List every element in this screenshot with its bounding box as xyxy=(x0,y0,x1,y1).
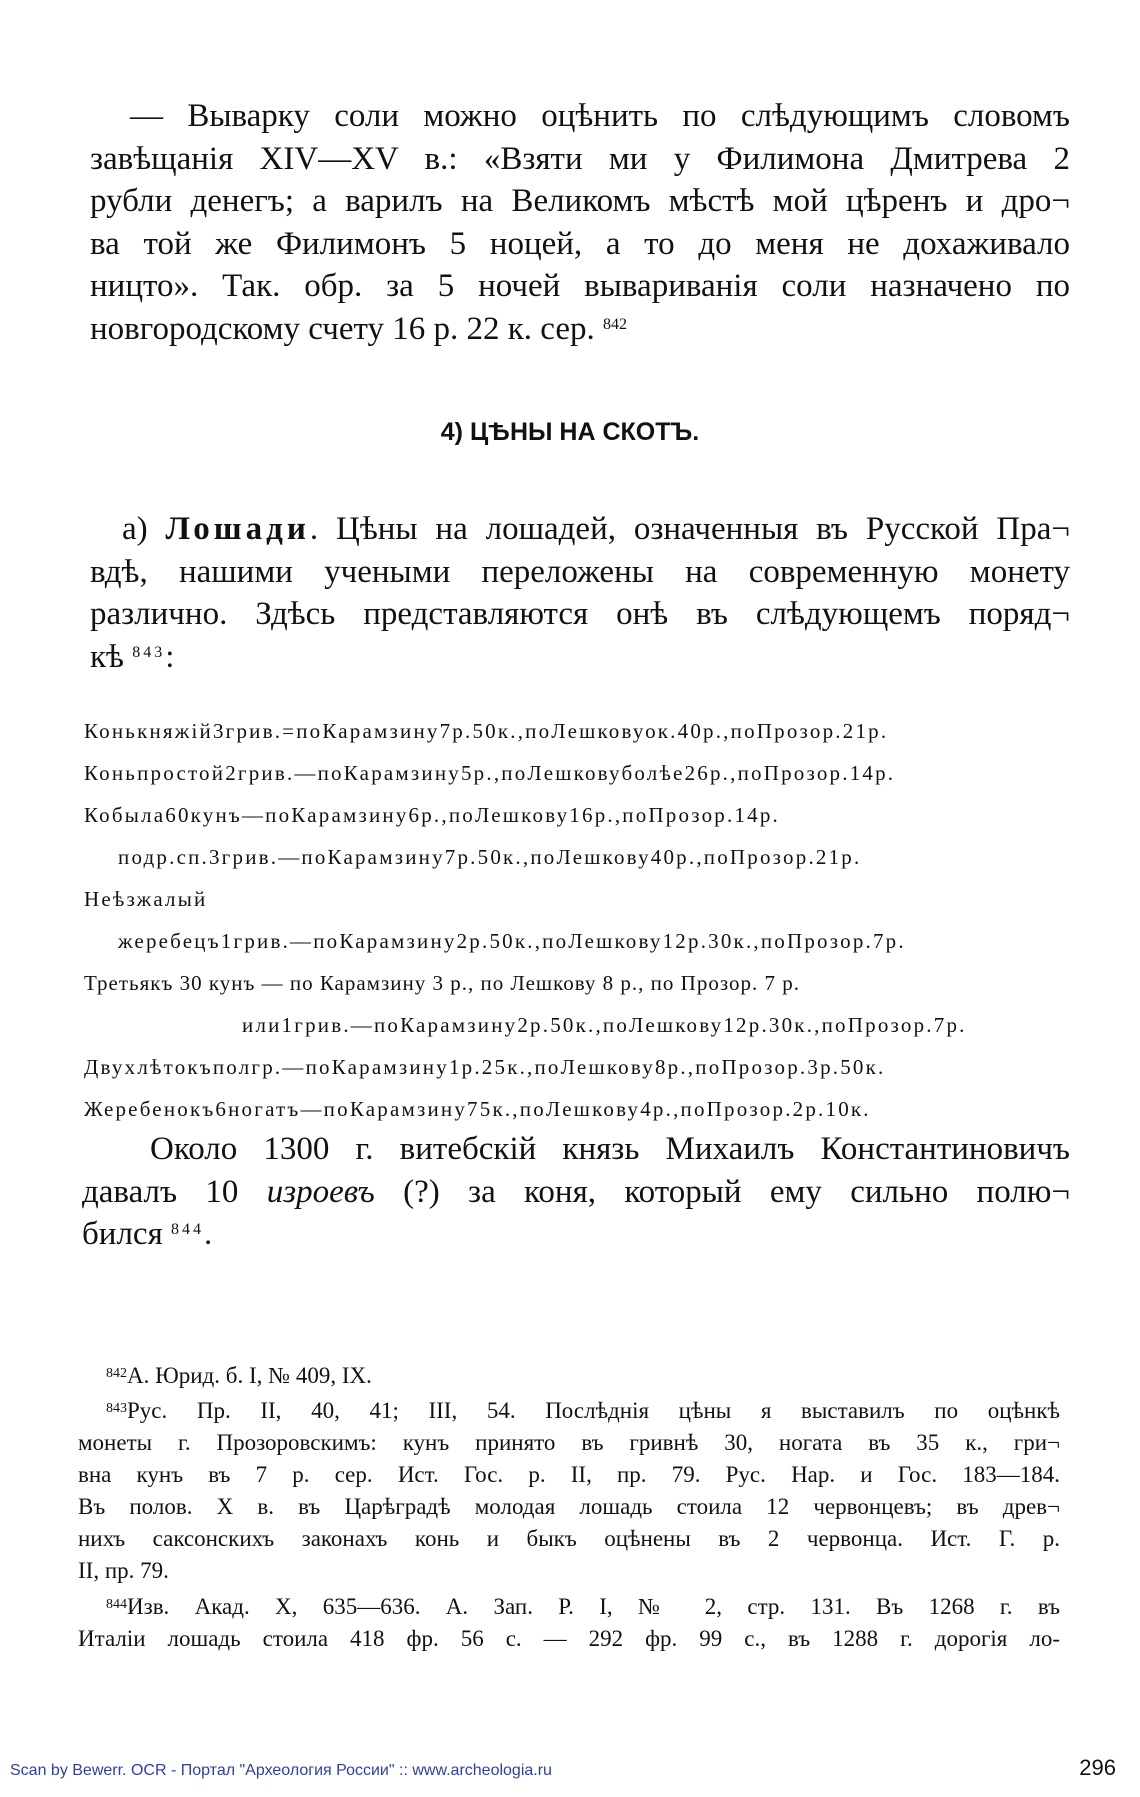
text-fragment: . Цѣны на лошадей, означенныя въ Русской Пра¬ xyxy=(309,511,1070,547)
footnote-ref: 843 xyxy=(132,643,166,661)
footnote-text: Рус. Пр. II, 40, 41; III, 54. Послѣднія цѣны я выставилъ по оцѣнкѣ xyxy=(127,1398,1060,1423)
section-heading: 4) ЦѢНЫ НА СКОТЪ. xyxy=(440,418,700,446)
price-table xyxy=(84,710,1124,1130)
footnote-number: 843 xyxy=(106,1401,127,1416)
text-line xyxy=(82,1213,1070,1256)
paragraph-vitebsk xyxy=(82,1128,1070,1256)
page-number: 296 xyxy=(1079,1755,1116,1780)
price-row: Коньпростой2грив.—поКарамзину5р.,поЛешковуболѣе26р.,поПрозор.14р. xyxy=(84,761,896,785)
text-line: Италіи лошадь стоила 418 фр. 56 с. — 292 фр. 99 с., въ 1288 г. дорогія ло- xyxy=(78,1626,1060,1651)
price-row: или1грив.—поКарамзину2р.50к.,поЛешкову12р.30к.,поПрозор.7р. xyxy=(242,1013,967,1037)
footnote-843 xyxy=(78,1395,1060,1587)
text-line: рубли денегъ; а варилъ на Великомъ мѣстѣ мой цѣренъ и дро¬ xyxy=(90,183,1070,219)
emphasis-word: изроевъ xyxy=(266,1173,375,1210)
footnote-ref: 842 xyxy=(603,315,627,333)
price-row: Неѣзжалый xyxy=(84,887,208,911)
punctuation: . xyxy=(204,1216,213,1252)
price-row: Кобыла60кунъ—поКарамзину6р.,поЛешкову16р.,поПрозор.14р. xyxy=(84,803,780,827)
text-fragment: давалъ 10 xyxy=(82,1173,239,1210)
footnote-844 xyxy=(78,1591,1060,1655)
paragraph-salt xyxy=(90,95,1070,350)
term-horses: Лошади xyxy=(165,511,310,547)
text-line xyxy=(78,1591,1060,1623)
text-line: Въ полов. X в. въ Царѣградѣ молодая лошадь стоила 12 червонцевъ; въ древ¬ xyxy=(78,1494,1060,1519)
footnote-text: А. Юрид. б. I, № 409, IX. xyxy=(127,1363,372,1388)
text-line xyxy=(90,636,1070,679)
text-line: монеты г. Прозоровскимъ: кунъ принято въ гривнѣ 30, ногата въ 35 к., гри¬ xyxy=(78,1430,1060,1455)
text-line: — Выварку соли можно оцѣнить по слѣдующимъ словомъ xyxy=(130,98,1070,134)
price-row: Конькняжій3грив.=поКарамзину7р.50к.,поЛешковуок.40р.,поПрозор.21р. xyxy=(84,719,889,743)
item-prefix: а) xyxy=(122,511,148,547)
price-row: Третьякъ 30 кунъ — по Карамзину 3 р., по Лешкову 8 р., по Прозор. 7 р. xyxy=(84,971,800,995)
footnote-number: 842 xyxy=(106,1366,127,1381)
text-line xyxy=(90,308,1070,351)
footnote-842 xyxy=(78,1360,1060,1392)
text-line xyxy=(90,508,1070,551)
footnote-ref: 844 xyxy=(171,1221,204,1238)
paragraph-horses xyxy=(90,508,1070,678)
text-line: вна кунъ въ 7 р. сер. Ист. Гос. р. II, пр. 79. Рус. Нар. и Гос. 183—184. xyxy=(78,1462,1060,1487)
price-row: Двухлѣтокъполгр.—поКарамзину1р.25к.,поЛешкову8р.,поПрозор.3р.50к. xyxy=(84,1055,886,1079)
footnote-text: Изв. Акад. X, 635—636. А. Зап. Р. I, № 2, стр. 131. Въ 1268 г. въ xyxy=(127,1594,1060,1619)
text-line xyxy=(78,1395,1060,1427)
text-line: ницто». Так. обр. за 5 ночей вывариванія соли назначено по xyxy=(90,268,1070,304)
text-line xyxy=(82,1171,1070,1214)
price-row: подр.сп.3грив.—поКарамзину7р.50к.,поЛешкову40р.,поПрозор.21р. xyxy=(118,845,862,869)
text-line: ва той же Филимонъ 5 ноцей, а то до меня не дохаживало xyxy=(90,225,1070,262)
text-line: завѣщанія XIV—XV в.: «Взяти ми у Филимона Дмитрева 2 xyxy=(90,140,1070,177)
text-fragment: (?) за коня, который ему сильно полю¬ xyxy=(403,1173,1071,1210)
scan-credit: Scan by Bewerr. OCR - Портал "Археология России" :: www.archeologia.ru xyxy=(10,1762,552,1779)
price-row: жеребецъ1грив.—поКарамзину2р.50к.,поЛешкову12р.30к.,поПрозор.7р. xyxy=(118,929,906,953)
text-line xyxy=(78,1360,1060,1392)
text-fragment: бился xyxy=(82,1216,163,1252)
price-row: Жеребенокъ6ногатъ—поКарамзину75к.,поЛешкову4р.,поПрозор.2р.10к. xyxy=(84,1097,871,1121)
footnote-number: 844 xyxy=(106,1597,127,1612)
text-line: нихъ саксонскихъ законахъ конь и быкъ оцѣнены въ 2 червонца. Ист. Г. р. xyxy=(78,1526,1060,1551)
text-fragment: кѣ xyxy=(90,638,124,675)
text-line: II, пр. 79. xyxy=(78,1558,169,1583)
text-line: Около 1300 г. витебскій князь Михаилъ Константиновичъ xyxy=(150,1131,1070,1167)
punctuation: : xyxy=(165,638,175,675)
text-line: вдѣ, нашими учеными переложены на современную монету xyxy=(90,553,1070,590)
text-fragment: новгородскому счету 16 р. 22 к. сер. xyxy=(90,310,595,347)
text-line: различно. Здѣсь представляются онѣ въ слѣдующемъ поряд¬ xyxy=(90,596,1070,632)
